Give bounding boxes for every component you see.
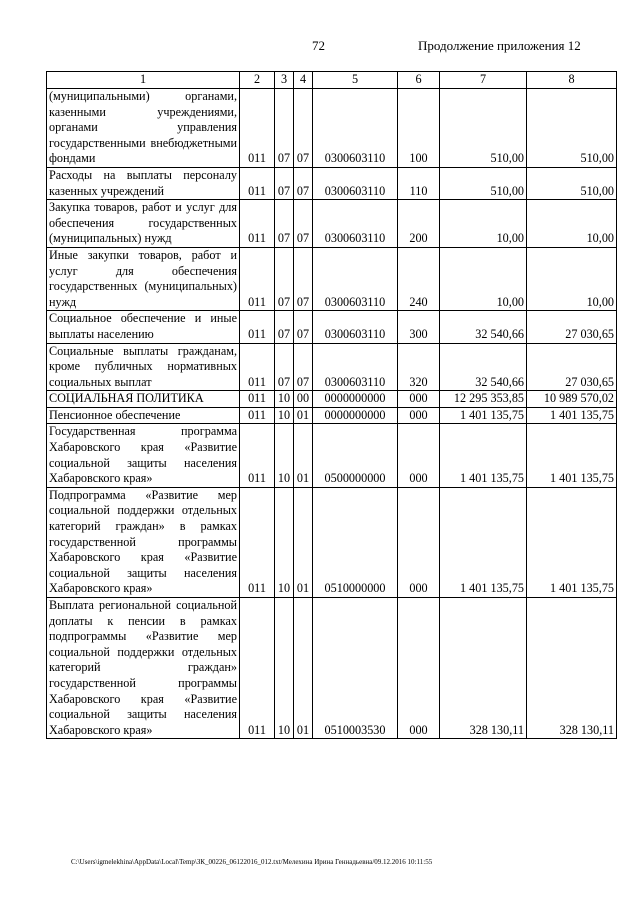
admin-code-cell: 011 (240, 598, 275, 739)
table-row (47, 311, 617, 343)
subsection-cell: 01 (294, 424, 313, 487)
subsection-cell: 01 (294, 407, 313, 424)
amount-cell: 10,00 (440, 247, 527, 310)
admin-code-cell: 011 (240, 89, 275, 168)
subsection-cell: 01 (294, 487, 313, 597)
row-name-cell: Пенсионное обеспечение (47, 407, 240, 424)
target-article-cell: 0300603110 (313, 89, 398, 168)
expense-type-cell: 200 (398, 200, 440, 248)
expense-type-cell: 300 (398, 311, 440, 343)
column-header: 1 (47, 72, 240, 89)
subsection-cell: 07 (294, 200, 313, 248)
amount-cell: 510,00 (527, 89, 617, 168)
amount-cell: 1 401 135,75 (527, 407, 617, 424)
column-header: 3 (275, 72, 294, 89)
expense-type-cell: 000 (398, 598, 440, 739)
amount-cell: 27 030,65 (527, 343, 617, 391)
target-article-cell: 0300603110 (313, 247, 398, 310)
column-header: 6 (398, 72, 440, 89)
column-header: 2 (240, 72, 275, 89)
amount-cell: 510,00 (440, 167, 527, 199)
amount-cell: 510,00 (527, 167, 617, 199)
target-article-cell: 0300603110 (313, 343, 398, 391)
column-header: 8 (527, 72, 617, 89)
row-name-cell: Социальное обеспечение и иные выплаты населению (47, 311, 240, 343)
expense-type-cell: 320 (398, 343, 440, 391)
subsection-cell: 07 (294, 311, 313, 343)
expense-type-cell: 100 (398, 89, 440, 168)
amount-cell: 10,00 (440, 200, 527, 248)
section-cell: 10 (275, 407, 294, 424)
table-row (47, 598, 617, 739)
section-cell: 07 (275, 247, 294, 310)
subsection-cell: 00 (294, 391, 313, 408)
table-row (47, 89, 617, 168)
table-row (47, 391, 617, 408)
row-name-cell: Закупка товаров, работ и услуг для обеспечения государственных (муниципальных) нужд (47, 200, 240, 248)
section-cell: 07 (275, 89, 294, 168)
subsection-cell: 07 (294, 167, 313, 199)
row-name-cell: Расходы на выплаты персоналу казенных учреждений (47, 167, 240, 199)
admin-code-cell: 011 (240, 311, 275, 343)
amount-cell: 27 030,65 (527, 311, 617, 343)
expense-type-cell: 000 (398, 391, 440, 408)
row-name-cell: Иные закупки товаров, работ и услуг для обеспечения государственных (муниципальных) нужд (47, 247, 240, 310)
amount-cell: 328 130,11 (440, 598, 527, 739)
header-row (47, 72, 617, 89)
target-article-cell: 0510000000 (313, 487, 398, 597)
subsection-cell: 01 (294, 598, 313, 739)
section-cell: 10 (275, 424, 294, 487)
column-header: 4 (294, 72, 313, 89)
target-article-cell: 0300603110 (313, 167, 398, 199)
expense-type-cell: 240 (398, 247, 440, 310)
row-name-cell: Государственная программа Хабаровского края «Развитие социальной защиты населения Хабаровского края» (47, 424, 240, 487)
target-article-cell: 0000000000 (313, 407, 398, 424)
amount-cell: 32 540,66 (440, 311, 527, 343)
amount-cell: 10,00 (527, 247, 617, 310)
admin-code-cell: 011 (240, 407, 275, 424)
subsection-cell: 07 (294, 343, 313, 391)
table-row (47, 407, 617, 424)
section-cell: 10 (275, 487, 294, 597)
budget-table (46, 71, 617, 739)
page-number: 72 (312, 38, 325, 53)
table-row (47, 487, 617, 597)
file-path-footer: C:\Users\igmelekhina\AppData\Local\Temp\ЗК_00226_06122016_012.txt/Мелехина Ирина Геннадьевна/09.12.2016 10:11:55 (71, 858, 433, 866)
admin-code-cell: 011 (240, 343, 275, 391)
subsection-cell: 07 (294, 247, 313, 310)
row-name-cell: СОЦИАЛЬНАЯ ПОЛИТИКА (47, 391, 240, 408)
amount-cell: 10 989 570,02 (527, 391, 617, 408)
expense-type-cell: 110 (398, 167, 440, 199)
admin-code-cell: 011 (240, 487, 275, 597)
admin-code-cell: 011 (240, 424, 275, 487)
admin-code-cell: 011 (240, 167, 275, 199)
column-header: 7 (440, 72, 527, 89)
column-header: 5 (313, 72, 398, 89)
expense-type-cell: 000 (398, 487, 440, 597)
amount-cell: 12 295 353,85 (440, 391, 527, 408)
amount-cell: 1 401 135,75 (440, 424, 527, 487)
row-name-cell: (муниципальными) органами, казенными учреждениями, органами управления государственными внебюджетными фондами (47, 89, 240, 168)
table-row (47, 343, 617, 391)
amount-cell: 328 130,11 (527, 598, 617, 739)
amount-cell: 10,00 (527, 200, 617, 248)
row-name-cell: Подпрограмма «Развитие мер социальной поддержки отдельных категорий граждан» в рамках государственной программы Хабаровского края «Развитие социальной защиты населения Хабаровского края» (47, 487, 240, 597)
section-cell: 07 (275, 311, 294, 343)
row-name-cell: Выплата региональной социальной доплаты к пенсии в рамках подпрограммы «Развитие мер социальной поддержки отдельных категорий граждан» государственной программы Хабаровского края «Развитие социальной защиты населения Хабаровского края» (47, 598, 240, 739)
row-name-cell: Социальные выплаты гражданам, кроме публичных нормативных социальных выплат (47, 343, 240, 391)
section-cell: 10 (275, 391, 294, 408)
admin-code-cell: 011 (240, 247, 275, 310)
section-cell: 07 (275, 167, 294, 199)
subsection-cell: 07 (294, 89, 313, 168)
target-article-cell: 0300603110 (313, 311, 398, 343)
admin-code-cell: 011 (240, 200, 275, 248)
target-article-cell: 0500000000 (313, 424, 398, 487)
amount-cell: 1 401 135,75 (527, 487, 617, 597)
admin-code-cell: 011 (240, 391, 275, 408)
table-row (47, 247, 617, 310)
amount-cell: 1 401 135,75 (440, 407, 527, 424)
table-row (47, 424, 617, 487)
expense-type-cell: 000 (398, 424, 440, 487)
continuation-label: Продолжение приложения 12 (418, 38, 581, 53)
section-cell: 07 (275, 343, 294, 391)
amount-cell: 1 401 135,75 (440, 487, 527, 597)
amount-cell: 510,00 (440, 89, 527, 168)
amount-cell: 1 401 135,75 (527, 424, 617, 487)
expense-type-cell: 000 (398, 407, 440, 424)
target-article-cell: 0000000000 (313, 391, 398, 408)
table-row (47, 167, 617, 199)
table-row (47, 200, 617, 248)
section-cell: 07 (275, 200, 294, 248)
section-cell: 10 (275, 598, 294, 739)
amount-cell: 32 540,66 (440, 343, 527, 391)
target-article-cell: 0510003530 (313, 598, 398, 739)
target-article-cell: 0300603110 (313, 200, 398, 248)
